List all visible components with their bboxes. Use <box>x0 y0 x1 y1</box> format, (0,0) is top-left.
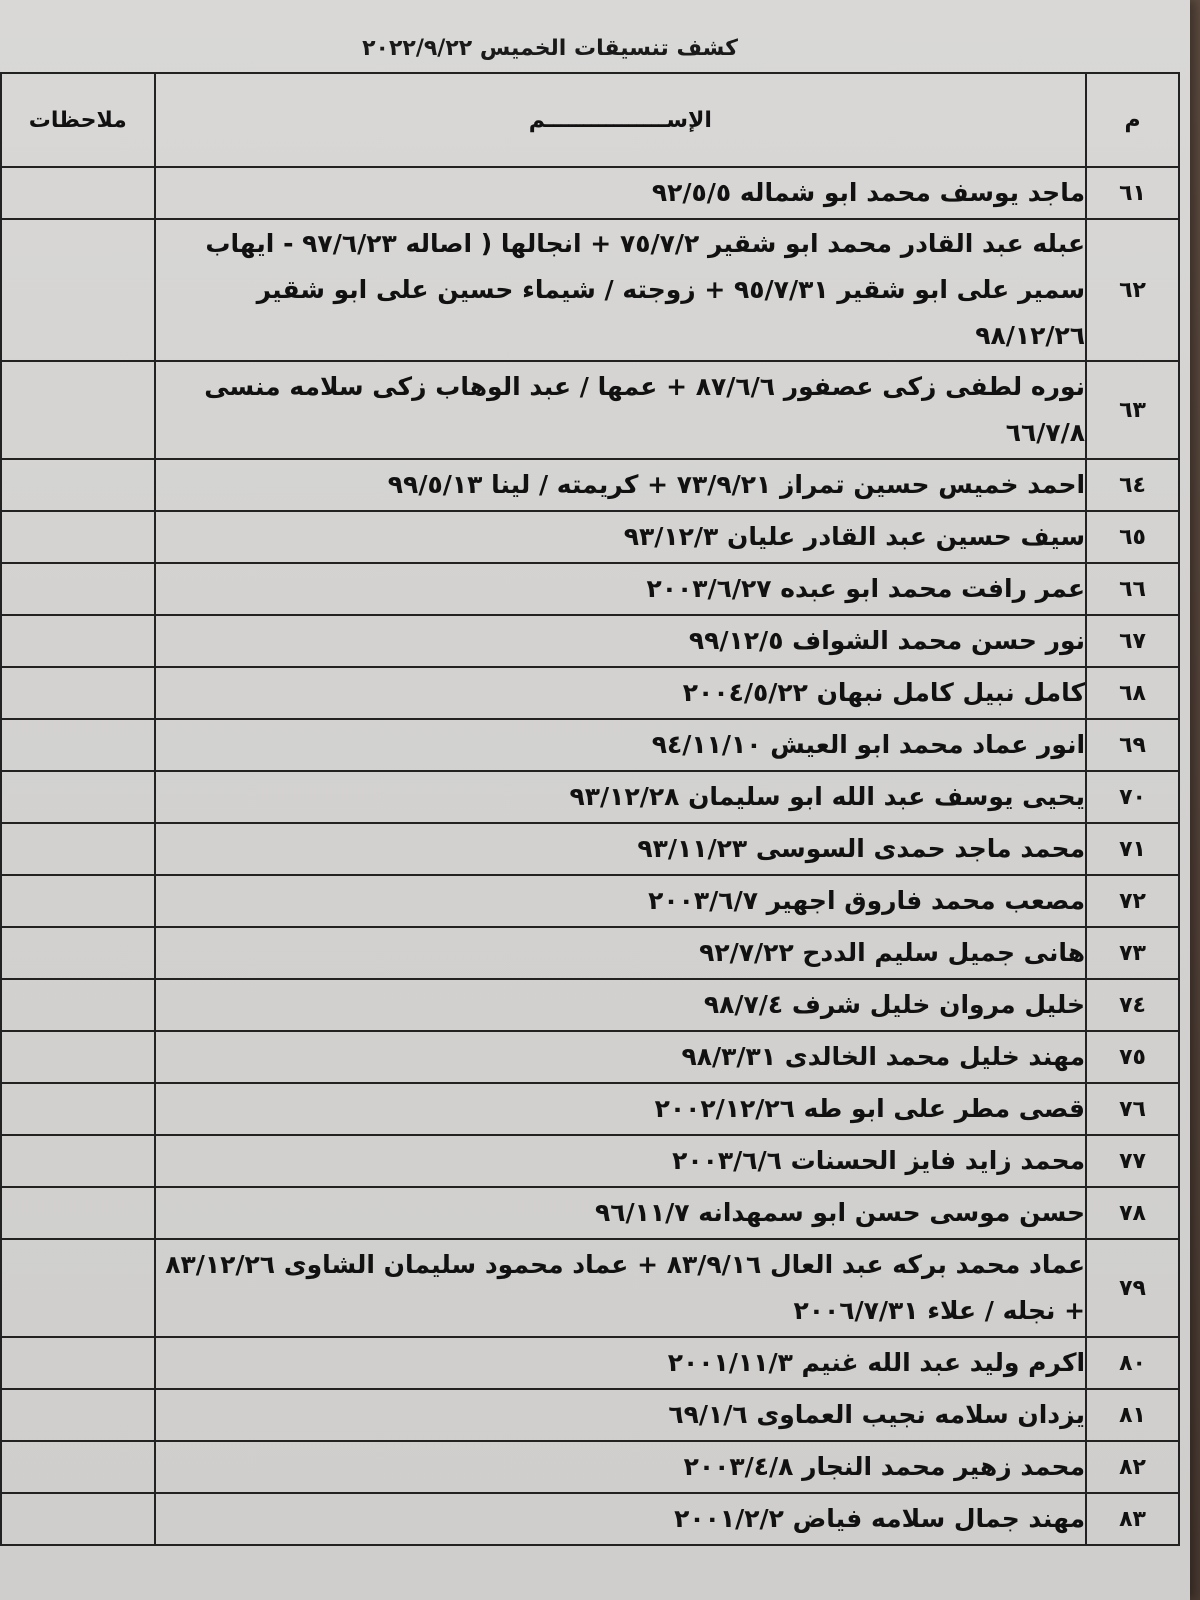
row-name: عماد محمد بركه عبد العال ٨٣/٩/١٦ + عماد محمود سليمان الشاوى ٨٣/١٢/٢٦ + نجله / علاء ٢٠٠٦/٧/٣١ <box>155 1239 1086 1337</box>
row-number: ٦١ <box>1086 167 1179 219</box>
table-row <box>1 1135 1179 1187</box>
row-number: ٧٠ <box>1086 771 1179 823</box>
row-notes <box>1 1187 155 1239</box>
table-row <box>1 1389 1179 1441</box>
row-name: محمد ماجد حمدى السوسى ٩٣/١١/٢٣ <box>155 823 1086 875</box>
row-number: ٨٠ <box>1086 1337 1179 1389</box>
row-notes <box>1 719 155 771</box>
row-name: مصعب محمد فاروق اجهير ٢٠٠٣/٦/٧ <box>155 875 1086 927</box>
table-row <box>1 1083 1179 1135</box>
row-notes <box>1 1239 155 1337</box>
table-row <box>1 563 1179 615</box>
row-notes <box>1 1337 155 1389</box>
row-name: عبله عبد القادر محمد ابو شقير ٧٥/٧/٢ + انجالها ( اصاله ٩٧/٦/٢٣ - ايهاب سمير على ابو شقير ٩٥/٧/٣١ + زوجته / شيماء حسين على ابو شقير ٩٨/١٢/٢٦ <box>155 219 1086 361</box>
row-notes <box>1 167 155 219</box>
row-number: ٨١ <box>1086 1389 1179 1441</box>
row-number: ٧٤ <box>1086 979 1179 1031</box>
row-name: محمد زايد فايز الحسنات ٢٠٠٣/٦/٦ <box>155 1135 1086 1187</box>
row-name: محمد زهير محمد النجار ٢٠٠٣/٤/٨ <box>155 1441 1086 1493</box>
table-row <box>1 927 1179 979</box>
row-name: اكرم وليد عبد الله غنيم ٢٠٠١/١١/٣ <box>155 1337 1086 1389</box>
row-notes <box>1 1031 155 1083</box>
row-notes <box>1 219 155 361</box>
row-number: ٧٥ <box>1086 1031 1179 1083</box>
row-name: عمر رافت محمد ابو عبده ٢٠٠٣/٦/٢٧ <box>155 563 1086 615</box>
table-header-row <box>1 73 1179 167</box>
row-notes <box>1 1493 155 1545</box>
row-number: ٧٦ <box>1086 1083 1179 1135</box>
row-number: ٦٥ <box>1086 511 1179 563</box>
column-header-name: الإســــــــــــــــم <box>155 73 1086 167</box>
row-name: ماجد يوسف محمد ابو شماله ٩٢/٥/٥ <box>155 167 1086 219</box>
table-row <box>1 1441 1179 1493</box>
table-row <box>1 1337 1179 1389</box>
row-name: حسن موسى حسن ابو سمهدانه ٩٦/١١/٧ <box>155 1187 1086 1239</box>
row-name: احمد خميس حسين تمراز ٧٣/٩/٢١ + كريمته / لينا ٩٩/٥/١٣ <box>155 459 1086 511</box>
names-table <box>0 72 1180 1546</box>
table-row <box>1 771 1179 823</box>
column-header-notes: ملاحظات <box>1 73 155 167</box>
row-number: ٦٨ <box>1086 667 1179 719</box>
row-number: ٦٢ <box>1086 219 1179 361</box>
row-notes <box>1 927 155 979</box>
row-notes <box>1 615 155 667</box>
column-header-number: م <box>1086 73 1179 167</box>
row-name: هانى جميل سليم الددح ٩٢/٧/٢٢ <box>155 927 1086 979</box>
row-notes <box>1 667 155 719</box>
document-title: كشف تنسيقات الخميس ٢٠٢٢/٩/٢٢ <box>362 36 738 61</box>
table-row <box>1 615 1179 667</box>
row-number: ٦٤ <box>1086 459 1179 511</box>
row-notes <box>1 361 155 459</box>
table-row <box>1 823 1179 875</box>
row-notes <box>1 459 155 511</box>
row-number: ٧٩ <box>1086 1239 1179 1337</box>
table-row <box>1 511 1179 563</box>
table-row <box>1 459 1179 511</box>
row-name: يزدان سلامه نجيب العماوى ٦٩/١/٦ <box>155 1389 1086 1441</box>
row-name: مهند جمال سلامه فياض ٢٠٠١/٢/٢ <box>155 1493 1086 1545</box>
row-name: انور عماد محمد ابو العيش ٩٤/١١/١٠ <box>155 719 1086 771</box>
table-row <box>1 719 1179 771</box>
row-number: ٦٩ <box>1086 719 1179 771</box>
row-number: ٧١ <box>1086 823 1179 875</box>
table-row <box>1 167 1179 219</box>
row-number: ٧٢ <box>1086 875 1179 927</box>
row-number: ٧٨ <box>1086 1187 1179 1239</box>
row-number: ٨٢ <box>1086 1441 1179 1493</box>
table-row <box>1 1031 1179 1083</box>
row-name: خليل مروان خليل شرف ٩٨/٧/٤ <box>155 979 1086 1031</box>
row-number: ٧٧ <box>1086 1135 1179 1187</box>
row-number: ٦٣ <box>1086 361 1179 459</box>
row-name: سيف حسين عبد القادر عليان ٩٣/١٢/٣ <box>155 511 1086 563</box>
row-notes <box>1 511 155 563</box>
row-notes <box>1 979 155 1031</box>
row-name: كامل نبيل كامل نبهان ٢٠٠٤/٥/٢٢ <box>155 667 1086 719</box>
row-notes <box>1 563 155 615</box>
row-notes <box>1 771 155 823</box>
table-row <box>1 875 1179 927</box>
row-notes <box>1 1389 155 1441</box>
row-notes <box>1 1441 155 1493</box>
row-name: نور حسن محمد الشواف ٩٩/١٢/٥ <box>155 615 1086 667</box>
table-row <box>1 1187 1179 1239</box>
row-number: ٦٦ <box>1086 563 1179 615</box>
table-row <box>1 1239 1179 1337</box>
row-notes <box>1 875 155 927</box>
row-name: يحيى يوسف عبد الله ابو سليمان ٩٣/١٢/٢٨ <box>155 771 1086 823</box>
table-row <box>1 219 1179 361</box>
row-number: ٨٣ <box>1086 1493 1179 1545</box>
row-notes <box>1 1083 155 1135</box>
table-row <box>1 979 1179 1031</box>
table-row <box>1 667 1179 719</box>
table-row <box>1 361 1179 459</box>
row-number: ٧٣ <box>1086 927 1179 979</box>
row-name: مهند خليل محمد الخالدى ٩٨/٣/٣١ <box>155 1031 1086 1083</box>
row-name: نوره لطفى زكى عصفور ٨٧/٦/٦ + عمها / عبد الوهاب زكى سلامه منسى ٦٦/٧/٨ <box>155 361 1086 459</box>
row-name: قصى مطر على ابو طه ٢٠٠٢/١٢/٢٦ <box>155 1083 1086 1135</box>
row-notes <box>1 823 155 875</box>
row-number: ٦٧ <box>1086 615 1179 667</box>
row-notes <box>1 1135 155 1187</box>
table-row <box>1 1493 1179 1545</box>
